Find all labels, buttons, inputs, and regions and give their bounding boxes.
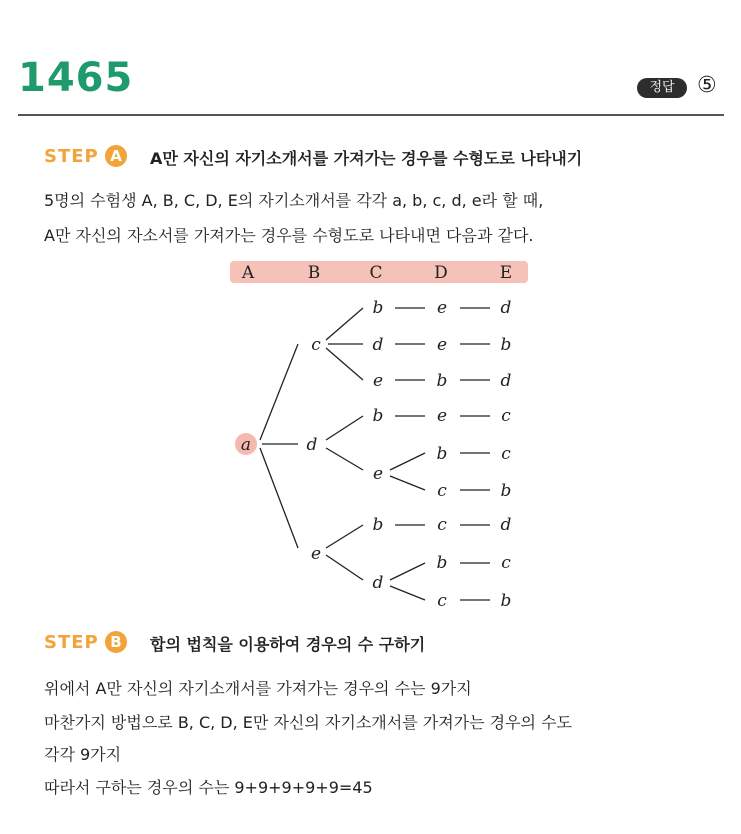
header-D: D bbox=[434, 263, 448, 283]
header-A: A bbox=[241, 263, 255, 283]
level3-node: e bbox=[436, 298, 448, 318]
step-b-label: STEP bbox=[44, 632, 99, 653]
level1-node: d bbox=[306, 435, 318, 455]
step-b-letter-badge: B bbox=[105, 631, 127, 653]
level4-node: d bbox=[500, 515, 512, 535]
level3-node: e bbox=[436, 335, 448, 355]
header-C: C bbox=[369, 263, 383, 283]
level2-node: e bbox=[372, 464, 384, 484]
step-a-label: STEP bbox=[44, 146, 99, 167]
level2-node: b bbox=[372, 406, 384, 426]
step-b-title: 합의 법칙을 이용하여 경우의 수 구하기 bbox=[150, 635, 426, 654]
level2-node: b bbox=[372, 298, 384, 318]
step-b-line-2: 마찬가지 방법으로 B, C, D, E만 자신의 자기소개서를 가져가는 경우의 수도 bbox=[44, 713, 573, 732]
level4-node: b bbox=[500, 335, 512, 355]
level4-node: b bbox=[500, 591, 512, 611]
level4-node: c bbox=[501, 444, 511, 464]
level2-node: d bbox=[372, 573, 384, 593]
level2-node: e bbox=[372, 371, 384, 391]
level1-node: e bbox=[310, 544, 322, 564]
level1-node: c bbox=[311, 335, 321, 355]
level3-node: b bbox=[436, 444, 448, 464]
problem-number: 1465 bbox=[18, 55, 134, 101]
level3-node: e bbox=[436, 406, 448, 426]
level4-node: c bbox=[501, 553, 511, 573]
level4-node: b bbox=[500, 481, 512, 501]
level4-node: d bbox=[500, 371, 512, 391]
level4-node: d bbox=[500, 298, 512, 318]
step-b-line-1: 위에서 A만 자신의 자기소개서를 가져가는 경우의 수는 9가지 bbox=[44, 679, 472, 698]
level3-node: c bbox=[437, 591, 447, 611]
step-a-line-2: A만 자신의 자소서를 가져가는 경우를 수형도로 나타내면 다음과 같다. bbox=[44, 226, 534, 245]
step-a-line-1: 5명의 수험생 A, B, C, D, E의 자기소개서를 각각 a, b, c, d, e라 할 때, bbox=[44, 191, 544, 210]
answer-badge: 정답 bbox=[637, 78, 687, 98]
level3-node: c bbox=[437, 481, 447, 501]
level2-node: d bbox=[372, 335, 384, 355]
level4-node: c bbox=[501, 406, 511, 426]
level3-node: b bbox=[436, 371, 448, 391]
level3-node: b bbox=[436, 553, 448, 573]
step-b-line-3: 각각 9가지 bbox=[44, 745, 122, 764]
answer-choice: ⑤ bbox=[697, 73, 717, 98]
step-a-title: A만 자신의 자기소개서를 가져가는 경우를 수형도로 나타내기 bbox=[150, 149, 583, 168]
header-B: B bbox=[307, 263, 321, 283]
level2-node: b bbox=[372, 515, 384, 535]
root-node: a bbox=[240, 435, 252, 455]
step-b-line-4: 따라서 구하는 경우의 수는 9+9+9+9+9=45 bbox=[44, 778, 373, 797]
header-E: E bbox=[499, 263, 513, 283]
step-a-letter-badge: A bbox=[105, 145, 127, 167]
level3-node: c bbox=[437, 515, 447, 535]
